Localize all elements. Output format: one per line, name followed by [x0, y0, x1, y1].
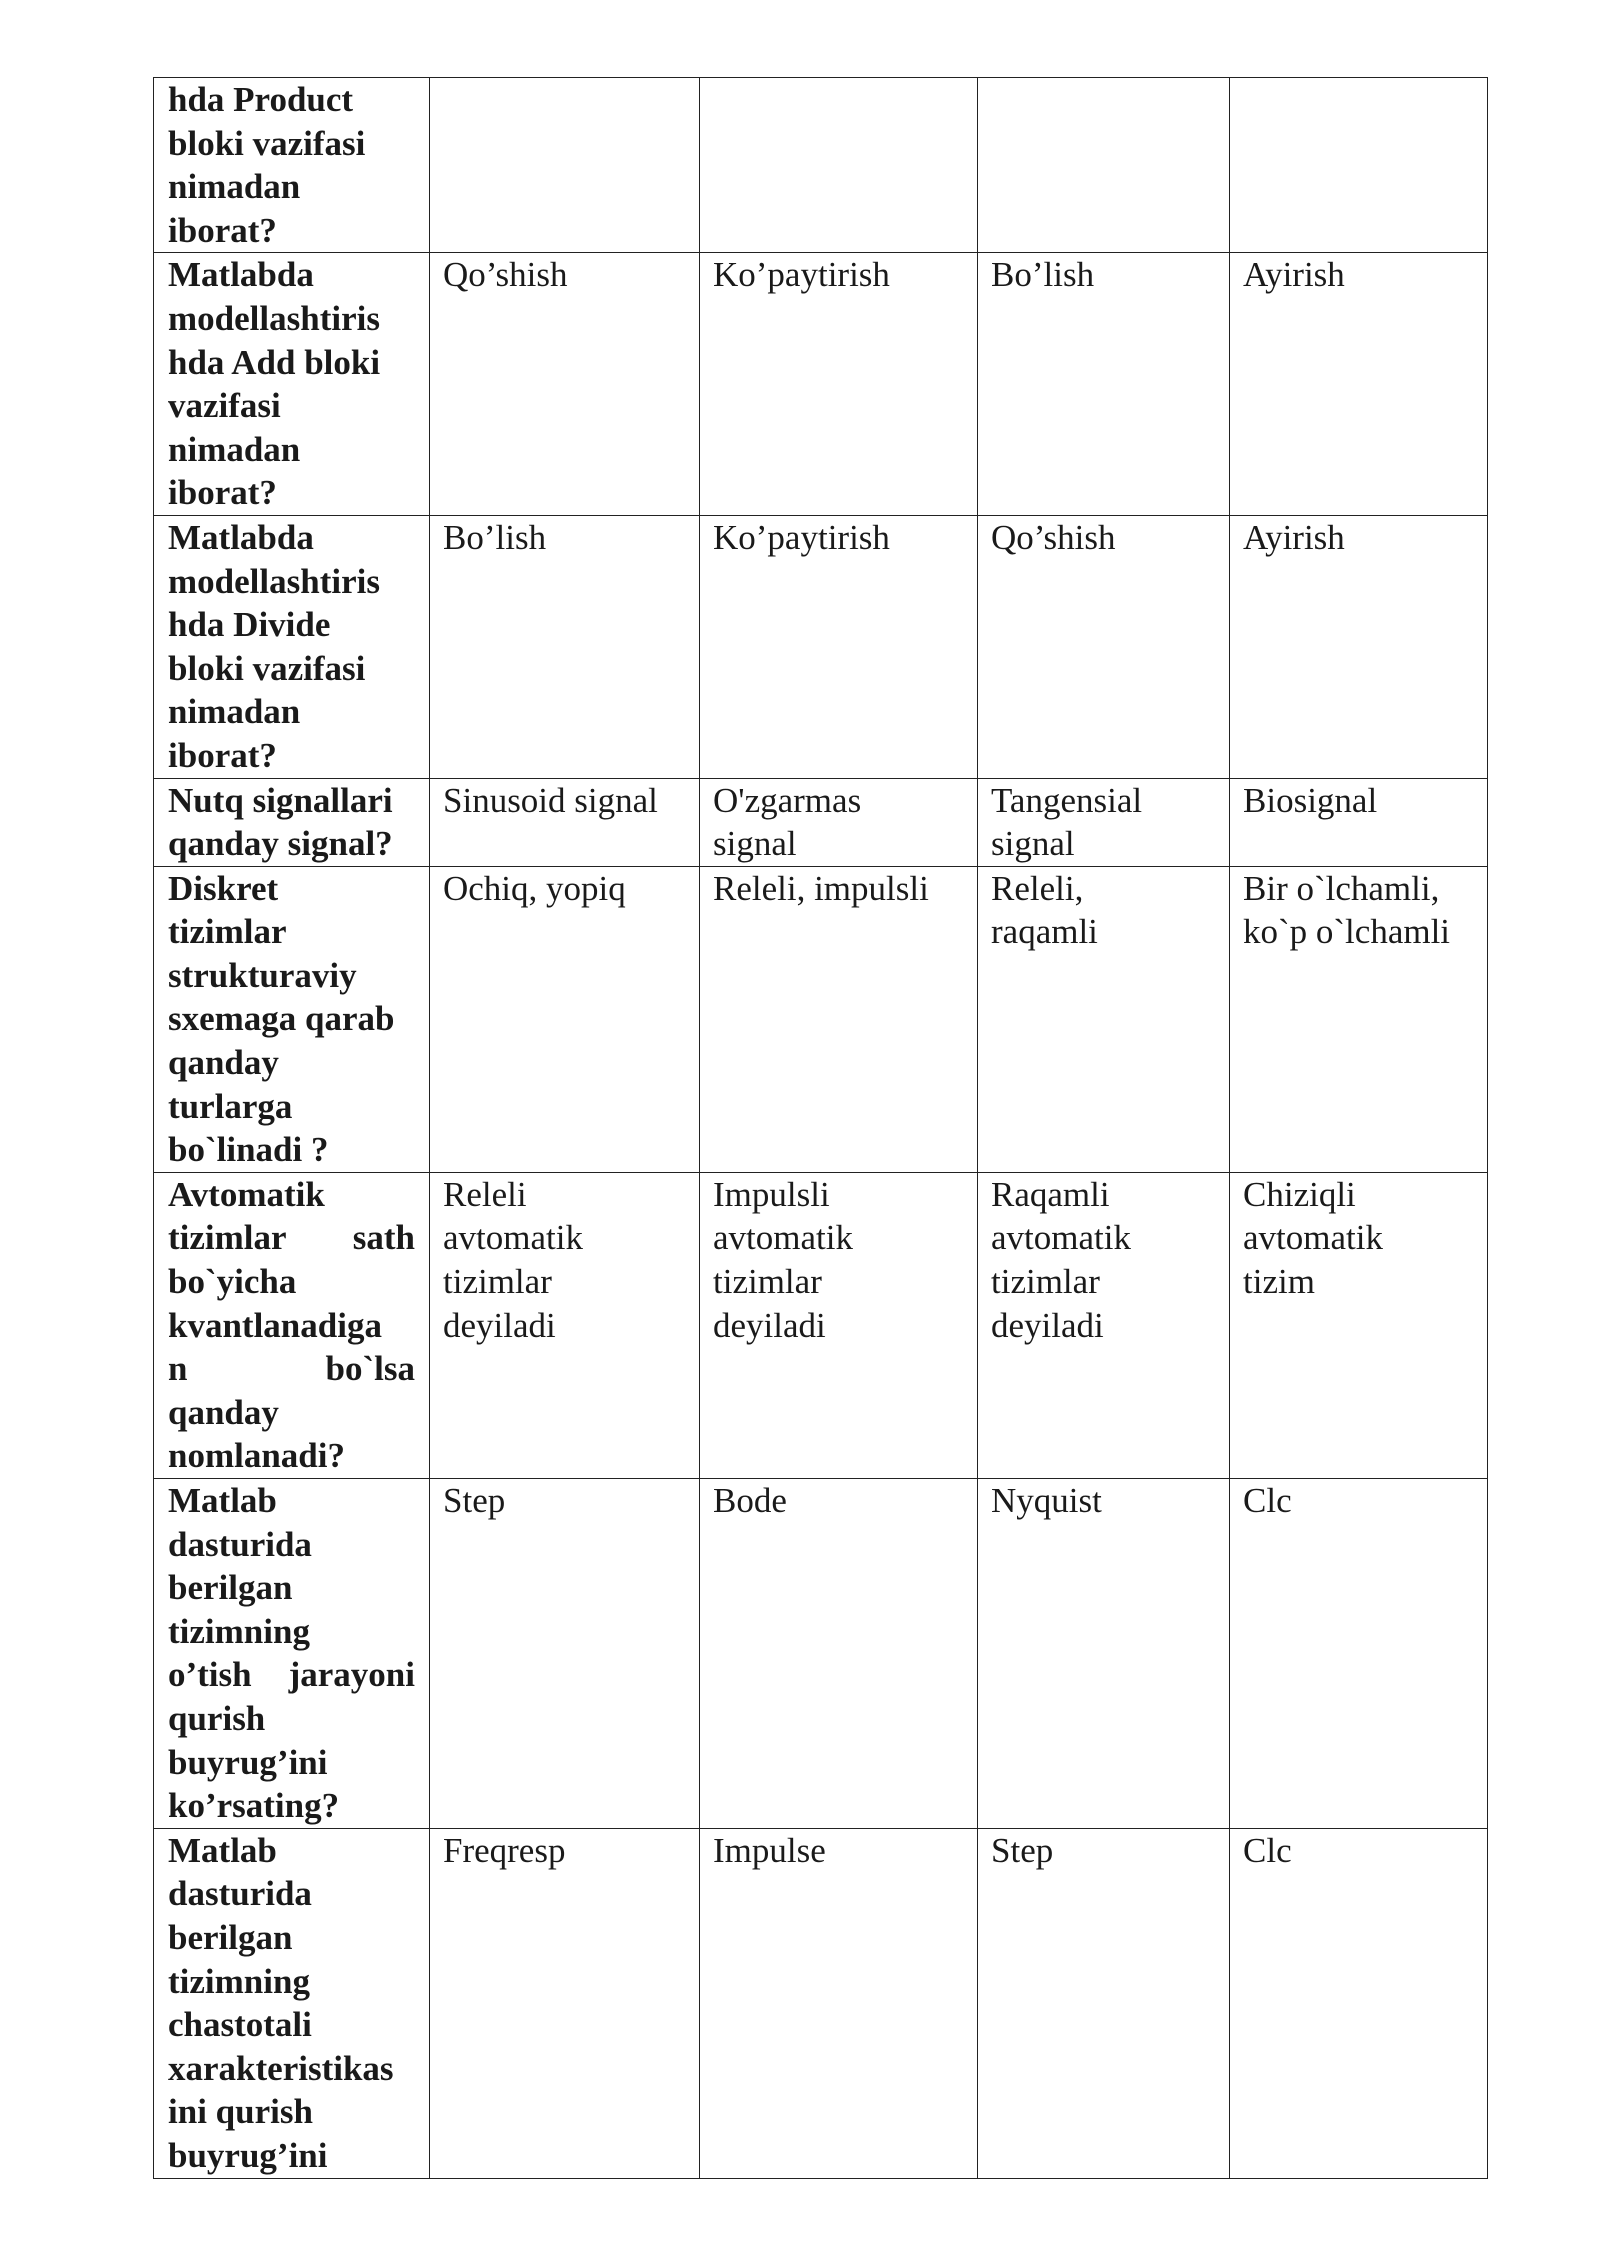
- answer-cell: [430, 866, 700, 1172]
- answer-text-line: tizimlar: [713, 1262, 822, 1302]
- question-text-line: qurish: [168, 1698, 266, 1738]
- question-text-line: qanday: [168, 1392, 279, 1432]
- question-text-line: dasturida: [168, 1874, 312, 1914]
- answer-text-line: signal: [991, 824, 1075, 864]
- answer-text-line: Chiziqli: [1243, 1174, 1356, 1214]
- answer-text-line: deyiladi: [991, 1305, 1104, 1345]
- answer-cell: [430, 778, 700, 866]
- answer-text-line: Bir o`lchamli,: [1243, 868, 1440, 908]
- question-text-line: hda Product: [168, 80, 354, 119]
- answer-cell: [430, 515, 700, 778]
- question-text-line: sxemaga qarab: [168, 999, 395, 1039]
- question-cell: [154, 778, 430, 866]
- answer-text-line: Ochiq, yopiq: [443, 868, 626, 908]
- question-cell: [154, 1172, 430, 1478]
- answer-text-line: avtomatik: [443, 1218, 583, 1258]
- answer-text-line: signal: [713, 824, 797, 864]
- answer-cell: [978, 1479, 1230, 1829]
- answer-cell: [700, 1479, 978, 1829]
- answer-text-line: Clc: [1243, 1481, 1292, 1520]
- answer-cell: [700, 1828, 978, 2178]
- table-row: [154, 253, 1488, 516]
- answer-text-line: O'zgarmas: [713, 780, 862, 820]
- answer-cell: [1230, 778, 1488, 866]
- answer-text-line: Releli,: [991, 868, 1084, 908]
- question-cell: [154, 1828, 430, 2178]
- answer-cell: [978, 778, 1230, 866]
- question-text-line: bo`linadi ?: [168, 1130, 329, 1170]
- question-text-line: hda Divide: [168, 605, 331, 645]
- question-text-line: tizimlar sath: [168, 1218, 415, 1258]
- answer-cell: [978, 253, 1230, 516]
- question-text-line: Avtomatik: [168, 1174, 325, 1214]
- table-row: [154, 1479, 1488, 1829]
- table-row: [154, 866, 1488, 1172]
- answer-text-line: tizimlar: [443, 1262, 552, 1302]
- answer-cell: [1230, 1172, 1488, 1478]
- answer-text-line: Sinusoid signal: [443, 780, 658, 820]
- answer-text-line: Bo’lish: [443, 517, 547, 557]
- answer-cell: [430, 253, 700, 516]
- answer-cell: [430, 1479, 700, 1829]
- question-text-line: iborat?: [168, 473, 277, 513]
- question-text-line: hda Add bloki: [168, 342, 381, 382]
- question-text-line: ko’rsating?: [168, 1786, 340, 1826]
- question-text-line: tizimning: [168, 1611, 310, 1651]
- question-text-line: o’tish jarayoni: [168, 1655, 415, 1695]
- answer-text-line: Impulsli: [713, 1174, 830, 1214]
- answer-text-line: Ayirish: [1243, 255, 1345, 295]
- question-cell: [154, 78, 430, 253]
- question-text-line: kvantlanadiga: [168, 1305, 382, 1345]
- answer-text-line: Freqresp: [443, 1830, 566, 1870]
- answer-cell: [1230, 866, 1488, 1172]
- answer-text-line: Releli: [443, 1174, 527, 1214]
- question-cell: [154, 866, 430, 1172]
- answer-text-line: Biosignal: [1243, 780, 1378, 820]
- table-row: [154, 778, 1488, 866]
- question-text-line: nimadan: [168, 429, 301, 469]
- answer-cell: [700, 1172, 978, 1478]
- question-cell: [154, 515, 430, 778]
- answer-text-line: Step: [991, 1830, 1054, 1870]
- answer-text-line: Raqamli: [991, 1174, 1110, 1214]
- answer-cell: [430, 78, 700, 253]
- answer-cell: [700, 253, 978, 516]
- question-text-line: berilgan: [168, 1568, 293, 1608]
- answer-text-line: avtomatik: [713, 1218, 853, 1258]
- answer-text-line: raqamli: [991, 912, 1098, 952]
- question-text-line: Diskret: [168, 868, 279, 908]
- question-text-line: dasturida: [168, 1524, 312, 1564]
- answer-text-line: deyiladi: [443, 1305, 556, 1345]
- question-text-line: nimadan: [168, 692, 301, 732]
- answer-text-line: Qo’shish: [991, 517, 1116, 557]
- question-text-line: Matlabda: [168, 255, 314, 295]
- answer-text-line: Clc: [1243, 1830, 1292, 1870]
- question-text-line: xarakteristikas: [168, 2048, 394, 2088]
- table-row: [154, 78, 1488, 253]
- answer-cell: [978, 1172, 1230, 1478]
- table-row: [154, 1828, 1488, 2178]
- answer-cell: [1230, 515, 1488, 778]
- answer-text-line: tizimlar: [991, 1262, 1100, 1302]
- answer-cell: [978, 78, 1230, 253]
- answer-text-line: Releli, impulsli: [713, 868, 929, 908]
- answer-text-line: Ko’paytirish: [713, 255, 890, 295]
- answer-cell: [978, 1828, 1230, 2178]
- question-text-line: chastotali: [168, 2005, 312, 2045]
- question-text-line: Matlabda: [168, 517, 314, 557]
- question-text-line: qanday signal?: [168, 824, 393, 864]
- question-text-line: Matlab: [168, 1481, 277, 1520]
- quiz-table: [153, 77, 1488, 2179]
- answer-text-line: avtomatik: [991, 1218, 1131, 1258]
- question-text-line: iborat?: [168, 735, 277, 775]
- question-text-line: tizimning: [168, 1961, 310, 2001]
- answer-cell: [1230, 78, 1488, 253]
- answer-cell: [700, 866, 978, 1172]
- question-text-line: nimadan: [168, 167, 301, 207]
- question-text-line: nomlanadi?: [168, 1436, 345, 1476]
- question-text-line: modellashtiris: [168, 298, 380, 338]
- question-text-line: bloki vazifasi: [168, 648, 366, 688]
- answer-cell: [1230, 1479, 1488, 1829]
- answer-cell: [978, 866, 1230, 1172]
- answer-cell: [978, 515, 1230, 778]
- question-cell: [154, 1479, 430, 1829]
- answer-text-line: Bode: [713, 1481, 787, 1520]
- answer-cell: [1230, 253, 1488, 516]
- answer-text-line: Impulse: [713, 1830, 826, 1870]
- question-text-line: berilgan: [168, 1917, 293, 1957]
- question-text-line: turlarga: [168, 1086, 293, 1126]
- question-text-line: Nutq signallari: [168, 780, 393, 820]
- answer-cell: [430, 1172, 700, 1478]
- question-text-line: n bo`lsa: [168, 1349, 415, 1389]
- table-row: [154, 515, 1488, 778]
- question-text-line: Matlab: [168, 1830, 277, 1870]
- answer-cell: [700, 778, 978, 866]
- question-text-line: buyrug’ini: [168, 1742, 328, 1782]
- answer-text-line: Ayirish: [1243, 517, 1345, 557]
- answer-text-line: avtomatik: [1243, 1218, 1383, 1258]
- answer-cell: [700, 515, 978, 778]
- answer-text-line: Step: [443, 1481, 506, 1520]
- question-text-line: tizimlar: [168, 912, 287, 952]
- answer-text-line: Bo’lish: [991, 255, 1095, 295]
- answer-text-line: Nyquist: [991, 1481, 1102, 1520]
- question-text-line: buyrug’ini: [168, 2135, 328, 2175]
- question-text-line: bloki vazifasi: [168, 123, 366, 163]
- question-text-line: iborat?: [168, 210, 277, 250]
- answer-cell: [700, 78, 978, 253]
- question-cell: [154, 253, 430, 516]
- answer-text-line: deyiladi: [713, 1305, 826, 1345]
- answer-cell: [1230, 1828, 1488, 2178]
- answer-text-line: Qo’shish: [443, 255, 568, 295]
- table-row: [154, 1172, 1488, 1478]
- question-text-line: ini qurish: [168, 2092, 313, 2132]
- question-text-line: qanday: [168, 1043, 279, 1083]
- question-text-line: strukturaviy: [168, 955, 357, 995]
- answer-text-line: Tangensial: [991, 780, 1143, 820]
- quiz-table-body: [154, 78, 1488, 2179]
- answer-text-line: tizim: [1243, 1262, 1315, 1302]
- answer-text-line: ko`p o`lchamli: [1243, 912, 1451, 952]
- question-text-line: vazifasi: [168, 386, 281, 426]
- answer-text-line: Ko’paytirish: [713, 517, 890, 557]
- answer-cell: [430, 1828, 700, 2178]
- question-text-line: bo`yicha: [168, 1262, 297, 1302]
- question-text-line: modellashtiris: [168, 561, 380, 601]
